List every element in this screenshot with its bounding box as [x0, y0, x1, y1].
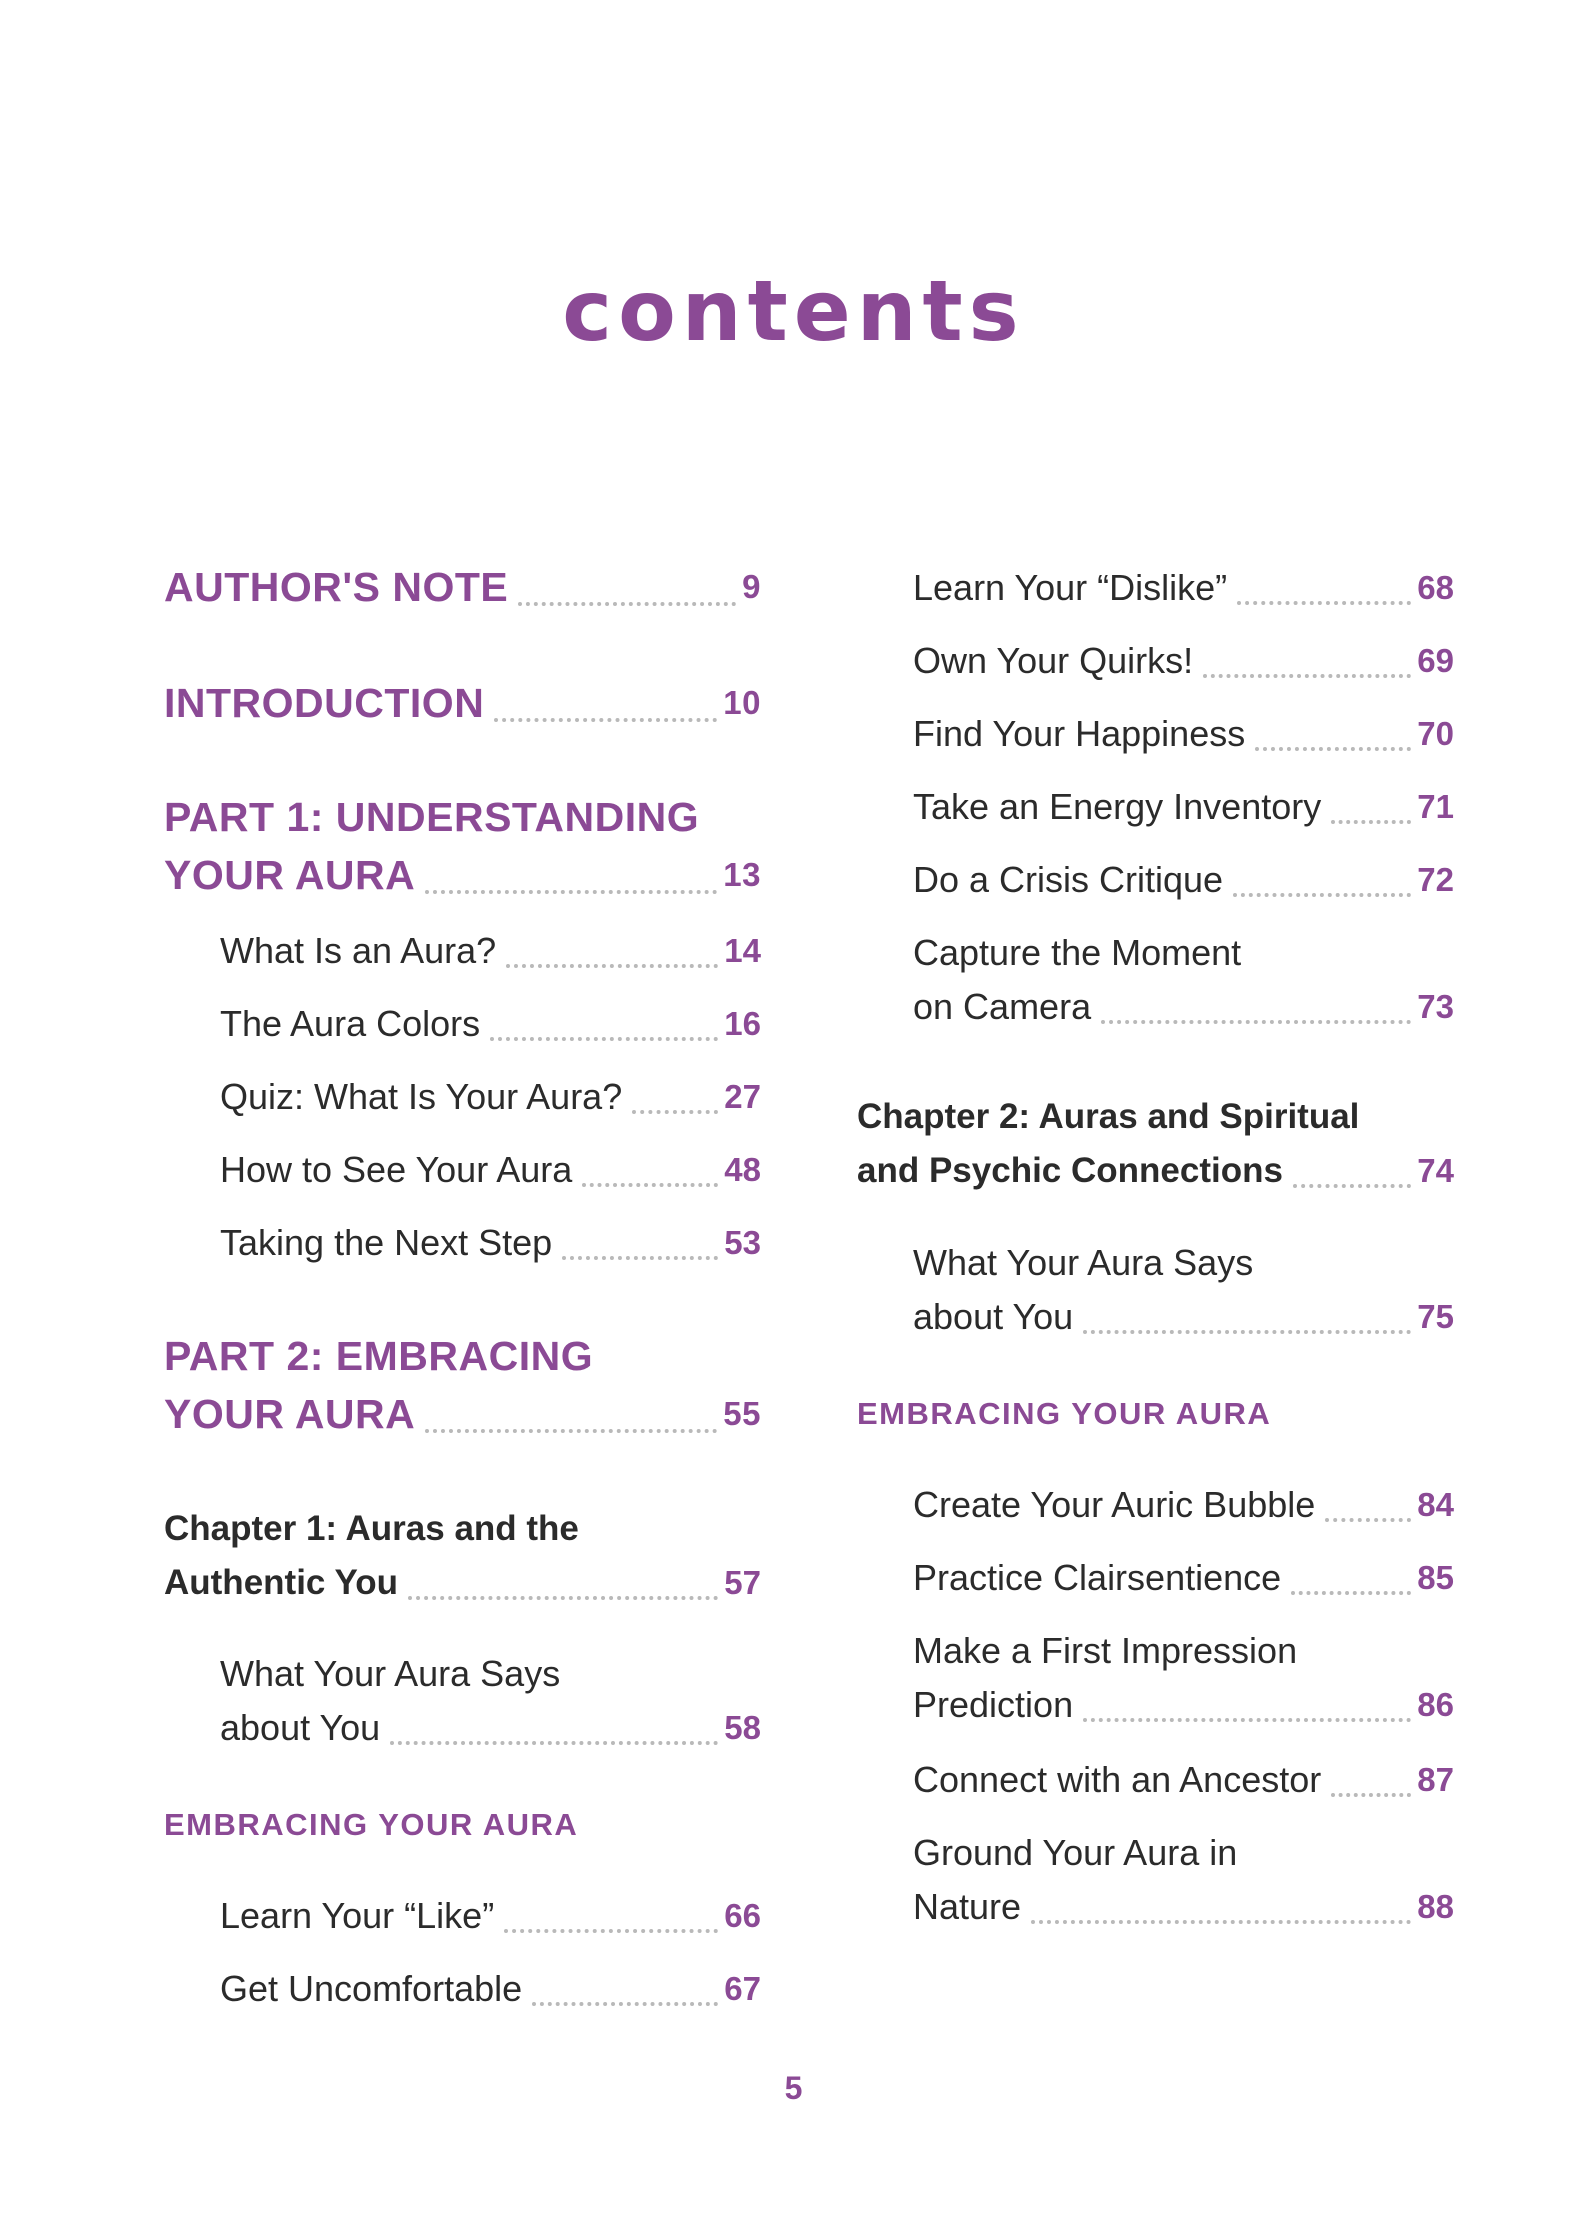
entry-title: What Is an Aura?: [220, 930, 497, 971]
entry-title: Do a Crisis Critique: [913, 859, 1224, 900]
dot-leader: [1331, 820, 1411, 824]
entry-page: 85: [1417, 1559, 1454, 1596]
dot-leader: [1291, 1591, 1411, 1595]
dot-leader: [1331, 1793, 1411, 1797]
dot-leader: [1101, 1020, 1411, 1024]
toc-entry-what-is-an-aura[interactable]: [164, 924, 761, 978]
dot-leader: [562, 1256, 718, 1260]
dot-leader: [425, 1429, 717, 1433]
entry-title-line1: PART 1: UNDERSTANDING: [164, 794, 700, 840]
page-number: 5: [784, 2070, 803, 2106]
page-title: contents: [562, 262, 1025, 360]
toc-entry-learn-dislike[interactable]: [857, 561, 1454, 615]
entry-title-line1: Ground Your Aura in: [913, 1832, 1238, 1873]
toc-entry-get-uncomfortable[interactable]: [164, 1962, 761, 2016]
entry-page: 53: [724, 1224, 761, 1261]
entry-title: Quiz: What Is Your Aura?: [220, 1076, 623, 1117]
toc-entry-chapter1[interactable]: [164, 1502, 761, 1610]
toc-entry-chapter2[interactable]: [857, 1090, 1454, 1198]
entry-page: 72: [1417, 861, 1454, 898]
dot-leader: [425, 890, 717, 894]
entry-page: 57: [724, 1564, 761, 1601]
toc-entry-find-happiness[interactable]: [857, 707, 1454, 761]
entry-title-line2: on Camera: [913, 986, 1092, 1027]
entry-title: AUTHOR'S NOTE: [164, 564, 509, 610]
toc-entry-first-impression[interactable]: [857, 1624, 1454, 1732]
entry-page: 71: [1417, 788, 1454, 825]
toc-entry-energy-inventory[interactable]: [857, 780, 1454, 834]
entry-page: 13: [723, 856, 761, 893]
toc-entry-clairsentience[interactable]: [857, 1551, 1454, 1605]
toc-entry-capture-moment[interactable]: [857, 926, 1454, 1034]
section-label: EMBRACING YOUR AURA: [857, 1396, 1272, 1431]
entry-title: Take an Energy Inventory: [913, 786, 1322, 827]
toc-entry-aura-colors[interactable]: [164, 997, 761, 1051]
dot-leader: [506, 964, 718, 968]
dot-leader: [490, 1037, 718, 1041]
toc-entry-quiz[interactable]: [164, 1070, 761, 1124]
toc-entry-how-to-see[interactable]: [164, 1143, 761, 1197]
entry-title: Connect with an Ancestor: [913, 1759, 1322, 1800]
entry-title-line2: Nature: [913, 1886, 1022, 1927]
entry-page: 75: [1417, 1298, 1454, 1335]
entry-page: 68: [1417, 569, 1454, 606]
entry-title-line2: YOUR AURA: [164, 852, 416, 898]
dot-leader: [1255, 747, 1411, 751]
entry-title: Taking the Next Step: [220, 1222, 553, 1263]
dot-leader: [1233, 893, 1411, 897]
dot-leader: [1237, 601, 1411, 605]
entry-page: 58: [724, 1709, 761, 1746]
entry-title-line2: YOUR AURA: [164, 1391, 416, 1437]
entry-title-line1: PART 2: EMBRACING: [164, 1333, 594, 1379]
dot-leader: [632, 1110, 718, 1114]
entry-title: Get Uncomfortable: [220, 1968, 523, 2009]
entry-page: 67: [724, 1970, 761, 2007]
entry-page: 48: [724, 1151, 761, 1188]
entry-page: 16: [724, 1005, 761, 1042]
entry-title-line1: What Your Aura Says: [220, 1653, 561, 1694]
entry-title-line1: Make a First Impression: [913, 1630, 1298, 1671]
dot-leader: [408, 1596, 718, 1600]
entry-title-line1: Chapter 2: Auras and Spiritual: [857, 1097, 1360, 1136]
entry-title-line1: Chapter 1: Auras and the: [164, 1509, 579, 1548]
toc-entry-ancestor[interactable]: [857, 1753, 1454, 1807]
entry-title-line2: about You: [220, 1707, 381, 1748]
entry-page: 70: [1417, 715, 1454, 752]
toc-entry-crisis-critique[interactable]: [857, 853, 1454, 907]
dot-leader: [1203, 674, 1411, 678]
entry-title: Learn Your “Like”: [220, 1895, 495, 1936]
toc-entry-ground-aura[interactable]: [857, 1826, 1454, 1934]
entry-page: 14: [724, 932, 761, 969]
dot-leader: [494, 718, 717, 722]
entry-page: 73: [1417, 988, 1454, 1025]
entry-page: 86: [1417, 1686, 1454, 1723]
entry-title: Create Your Auric Bubble: [913, 1484, 1316, 1525]
dot-leader: [532, 2002, 718, 2006]
toc-entry-aura-says-about-you-2[interactable]: [857, 1236, 1454, 1344]
toc-entry-own-quirks[interactable]: [857, 634, 1454, 688]
entry-title-line2: about You: [913, 1296, 1074, 1337]
dot-leader: [1083, 1718, 1411, 1722]
section-label: EMBRACING YOUR AURA: [164, 1807, 579, 1842]
entry-page: 74: [1417, 1152, 1454, 1189]
toc-entry-learn-like[interactable]: [164, 1889, 761, 1943]
entry-title: Own Your Quirks!: [913, 640, 1194, 681]
entry-page: 84: [1417, 1486, 1454, 1523]
entry-page: 88: [1417, 1888, 1454, 1925]
toc-entry-part1[interactable]: [164, 788, 761, 904]
entry-title: Practice Clairsentience: [913, 1557, 1282, 1598]
entry-page: 87: [1417, 1761, 1454, 1798]
dot-leader: [1293, 1184, 1411, 1188]
entry-title-line1: What Your Aura Says: [913, 1242, 1254, 1283]
toc-entry-part2[interactable]: [164, 1327, 761, 1443]
toc-entry-auric-bubble[interactable]: [857, 1478, 1454, 1532]
entry-page: 69: [1417, 642, 1454, 679]
toc-entry-aura-says-about-you[interactable]: [164, 1647, 761, 1755]
dot-leader: [518, 602, 736, 606]
entry-page: 27: [724, 1078, 761, 1115]
entry-title: The Aura Colors: [220, 1003, 481, 1044]
entry-title: Learn Your “Dislike”: [913, 567, 1228, 608]
dot-leader: [1083, 1330, 1411, 1334]
entry-page: 10: [723, 684, 761, 721]
entry-title-line2: Prediction: [913, 1684, 1074, 1725]
entry-title-line1: Capture the Moment: [913, 932, 1242, 973]
dot-leader: [1031, 1920, 1411, 1924]
dot-leader: [504, 1929, 718, 1933]
entry-title-line2: and Psychic Connections: [857, 1151, 1283, 1190]
entry-page: 55: [723, 1395, 761, 1432]
dot-leader: [1325, 1518, 1411, 1522]
entry-title-line2: Authentic You: [164, 1563, 398, 1602]
entry-title: Find Your Happiness: [913, 713, 1246, 754]
toc-entry-authors-note[interactable]: [164, 558, 761, 616]
dot-leader: [582, 1183, 718, 1187]
entry-title: INTRODUCTION: [164, 680, 485, 726]
toc-entry-introduction[interactable]: [164, 674, 761, 732]
dot-leader: [390, 1741, 718, 1745]
entry-page: 9: [742, 568, 761, 605]
toc-entry-next-step[interactable]: [164, 1216, 761, 1270]
entry-title: How to See Your Aura: [220, 1149, 573, 1190]
entry-page: 66: [724, 1897, 761, 1934]
